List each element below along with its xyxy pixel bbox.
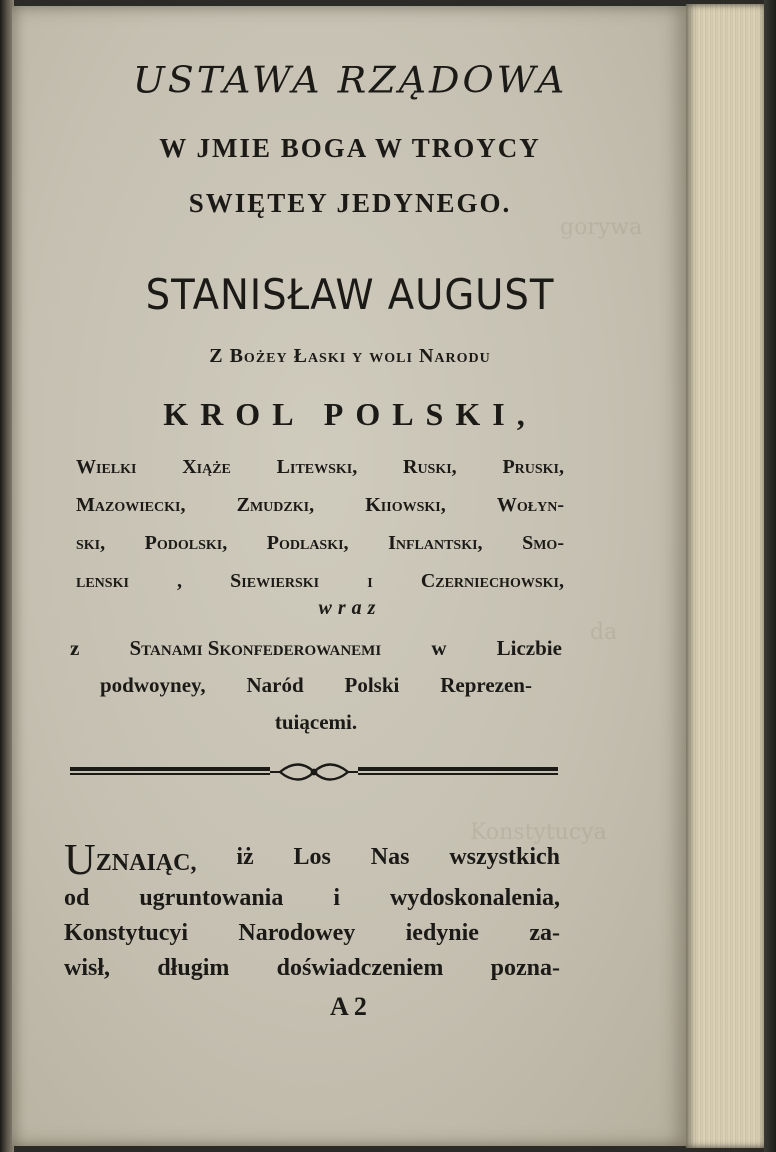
estates-word: Reprezen- — [440, 673, 532, 697]
titles-line — [76, 562, 564, 600]
body-word: od — [64, 885, 90, 911]
body-word: wydoskonalenia, — [389, 885, 560, 911]
title-word: Podlaski, — [266, 532, 349, 554]
estates-line — [70, 704, 562, 741]
estates-word: w — [431, 636, 447, 660]
estates-line — [70, 630, 562, 667]
body-word: Los — [293, 844, 331, 870]
estates-word: Liczbie — [496, 636, 562, 660]
body-line — [64, 881, 560, 916]
title-word: Podolski, — [144, 532, 228, 554]
estates-line — [70, 667, 562, 704]
title-word: Pruski, — [502, 456, 564, 478]
titles-block — [76, 448, 564, 600]
body-word: i — [333, 885, 340, 911]
estates-block — [70, 630, 562, 741]
title-word: Ruski, — [403, 456, 457, 478]
book-cover-edge — [764, 0, 776, 1152]
page-edges — [686, 4, 766, 1148]
grace-line: Z Bożey Łaski y woli Narodu — [209, 345, 491, 367]
estates-word: Polski — [344, 673, 400, 697]
body-word: za- — [529, 920, 560, 946]
wraz-line: wraz — [318, 597, 382, 619]
title-word: lenski — [76, 570, 129, 592]
body-line — [64, 951, 560, 986]
body-word: Konstytucyi — [64, 920, 189, 946]
title-word: Wołyn- — [496, 494, 564, 516]
page-heading: USTAWA RZĄDOWA — [132, 59, 568, 101]
body-word: ugruntowania — [139, 885, 284, 911]
body-word: wisł, — [64, 955, 111, 981]
title-word: Czerniechowski, — [420, 570, 564, 592]
body-word: długim — [157, 955, 230, 981]
invocation-line-2: SWIĘTEY JEDYNEGO. — [188, 188, 512, 218]
titles-line — [76, 486, 564, 524]
estates-word: Stanami Skonfederowanemi — [129, 636, 382, 660]
body-word: iż — [236, 844, 254, 870]
titles-line — [76, 448, 564, 486]
body-line — [64, 916, 560, 951]
title-word: Kiiowski, — [365, 494, 446, 516]
estates-word: tuiącemi. — [274, 710, 358, 734]
title-word: ski, — [76, 532, 106, 554]
title-word: Siewierski — [230, 570, 320, 592]
body-word: ZNAIĄC, — [95, 850, 197, 876]
title-word: Smo- — [522, 532, 564, 554]
body-paragraph — [64, 835, 560, 986]
drop-cap: U — [64, 835, 96, 884]
title-word: Wielki — [76, 456, 137, 478]
signature-mark: A 2 — [330, 992, 367, 1021]
title-word: Litewski, — [276, 456, 358, 478]
body-word: pozna- — [490, 955, 560, 981]
body-word: wszystkich — [449, 844, 560, 870]
titles-line — [76, 524, 564, 562]
title-word: i — [367, 570, 373, 592]
body-word: Narodowey — [238, 920, 356, 946]
ornamental-rule — [70, 762, 558, 782]
title-word: Mazowiecki, — [76, 494, 186, 516]
king-title: KROL POLSKI, — [163, 396, 537, 432]
estates-word: Naród — [246, 673, 304, 697]
body-word: doświadczeniem — [276, 955, 444, 981]
estates-word: z — [70, 636, 80, 660]
title-word: Inflantski, — [388, 532, 483, 554]
body-word: iedynie — [405, 920, 479, 946]
body-word: Nas — [370, 844, 410, 870]
estates-word: podwoyney, — [100, 673, 206, 697]
title-word: Zmudzki, — [236, 494, 315, 516]
title-word: , — [177, 570, 183, 592]
invocation-line-1: W JMIE BOGA W TROYCY — [159, 133, 541, 163]
king-name: STANISŁAW AUGUST — [145, 270, 555, 319]
title-word: Xiąże — [182, 456, 231, 478]
body-line — [64, 835, 560, 884]
